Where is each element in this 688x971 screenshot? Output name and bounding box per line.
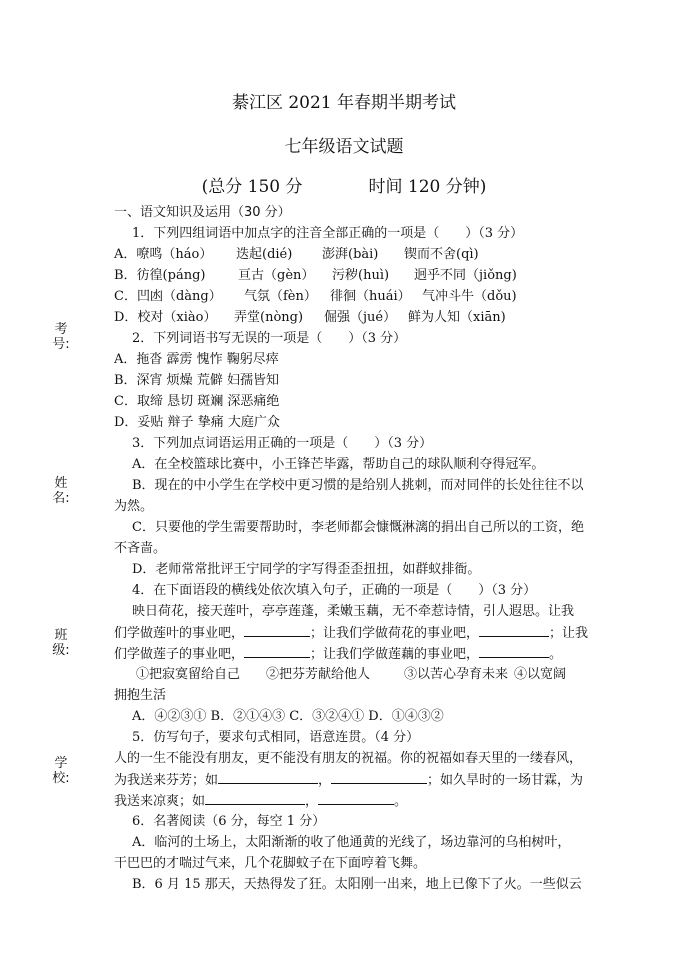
exam-score-time <box>0 172 688 197</box>
q4-blank-3[interactable] <box>244 643 310 658</box>
q5-blank-4[interactable] <box>318 790 394 805</box>
q1-option-d: D．校对（xiào） 弄堂(nòng) 倔强（jué） 鲜为人知（xiān) <box>114 310 506 325</box>
exam-title: 綦江区 2021 年春期半期考试 <box>231 93 457 113</box>
q4-passage-line1: 映日荷花，接天莲叶，亭亭莲蓬，柔嫩玉藕，无不牵惹诗情，引人遐思。让我 <box>132 604 575 619</box>
q2-option-b: B．深宵 烦燥 荒僻 妇孺皆知 <box>114 373 279 388</box>
q2-option-a: A．拖沓 霹雳 愧怍 鞠躬尽瘁 <box>114 352 279 367</box>
q5-stem: 5．仿写句子，要求句式相同，语意连贯。（4 分） <box>132 730 420 745</box>
q1-option-a: A．嘹鸣（háo） 迭起(dié) 澎湃(bài) 锲而不舍(qì) <box>114 247 479 262</box>
side-field-name: 姓名: <box>52 476 70 506</box>
q4-passage-line3: 们学做莲子的事业吧， ；让我们学做莲藕的事业吧， 。 <box>114 643 614 664</box>
q6-stem: 6．名著阅读（6 分，每空 1 分） <box>132 814 326 829</box>
q4-blank-4[interactable] <box>479 643 549 658</box>
exam-body <box>114 202 614 895</box>
side-field-class: 班级: <box>52 628 70 658</box>
q3-option-a: A．在全校篮球比赛中，小王锋芒毕露，帮助自己的球队顺利夺得冠军。 <box>132 457 545 472</box>
q1-option-b: B．彷徨(páng) 亘古（gèn） 污秽(huì) 迥乎不同（jiǒng) <box>114 268 517 283</box>
q5-blank-1[interactable] <box>218 769 318 784</box>
q3-option-d: D．老师常常批评王宁同学的字写得歪歪扭扭，如群蚁排衙。 <box>132 562 481 577</box>
q3-option-c: C．只要他的学生需要帮助时，李老师都会慷慨淋漓的捐出自己所以的工资，绝 <box>132 520 584 535</box>
q4-blank-2[interactable] <box>479 622 549 637</box>
q4-sentence-options-cont: 拥抱生活 <box>114 688 167 703</box>
q6-passage-a: A．临河的土场上，太阳渐渐的收了他通黄的光线了，场边靠河的乌桕树叶， <box>132 835 571 850</box>
q5-passage-line3: 我送来凉爽；如 ， 。 <box>114 790 614 811</box>
q5-passage-line2: 为我送来芬芳；如 ， ；如久旱时的一场甘霖，为 <box>114 769 614 790</box>
q1-option-c: C．凹凼（dàng） 气氛（fèn） 徘徊（huái） 气冲斗牛（dǒu) <box>114 289 517 304</box>
q3-option-b-cont: 为然。 <box>114 499 154 514</box>
q4-passage-line2: 们学做莲叶的事业吧， ；让我们学做荷花的事业吧， ；让我 <box>114 622 614 643</box>
q5-blank-2[interactable] <box>331 769 427 784</box>
exam-time: 时间 120 分钟) <box>368 177 487 197</box>
q2-option-d: D．妥贴 辩子 挚痛 大庭广众 <box>114 415 280 430</box>
q2-option-c: C．取缔 恳切 斑斓 深恶痛绝 <box>114 394 280 409</box>
section-heading: 一、语文知识及运用（30 分） <box>114 205 291 220</box>
exam-subtitle: 七年级语文试题 <box>284 137 404 157</box>
total-score: (总分 150 分 <box>201 177 303 197</box>
q6-passage-b: B．6 月 15 那天，天热得发了狂。太阳刚一出来，地上已像下了火。一些似云 <box>132 877 582 892</box>
q5-blank-3[interactable] <box>205 790 305 805</box>
side-field-exam-number: 考号: <box>52 322 70 352</box>
q6-passage-a-cont: 干巴巴的才喘过气来，几个花脚蚊子在下面哼着飞舞。 <box>114 856 427 871</box>
q5-passage-line1: 人的一生不能没有朋友，更不能没有朋友的祝福。你的祝福如春天里的一缕春风， <box>114 751 583 766</box>
q2-stem: 2．下列词语书写无误的一项是（ ）（3 分） <box>132 331 407 346</box>
q4-stem: 4．在下面语段的横线处依次填入句子，正确的一项是（ ）（3 分） <box>132 583 537 598</box>
q4-choices: A．④②③① B．②①④③ C．③②④① D．①④③② <box>132 709 444 724</box>
q3-stem: 3．下列加点词语运用正确的一项是（ ）（3 分） <box>132 436 433 451</box>
q4-blank-1[interactable] <box>244 622 310 637</box>
q4-sentence-options: ①把寂寞留给自己 ②把芬芳献给他人 ③以苦心孕育未来 ④以宽阔 <box>136 667 567 682</box>
side-field-school: 学校: <box>52 756 70 786</box>
q3-option-c-cont: 不吝啬。 <box>114 541 167 556</box>
q3-option-b: B．现在的中小学生在学校中更习惯的是给别人挑刺，而对同伴的长处往往不以 <box>132 478 584 493</box>
q1-stem: 1．下列四组词语中加点字的注音全部正确的一项是（ ）（3 分） <box>132 226 524 241</box>
